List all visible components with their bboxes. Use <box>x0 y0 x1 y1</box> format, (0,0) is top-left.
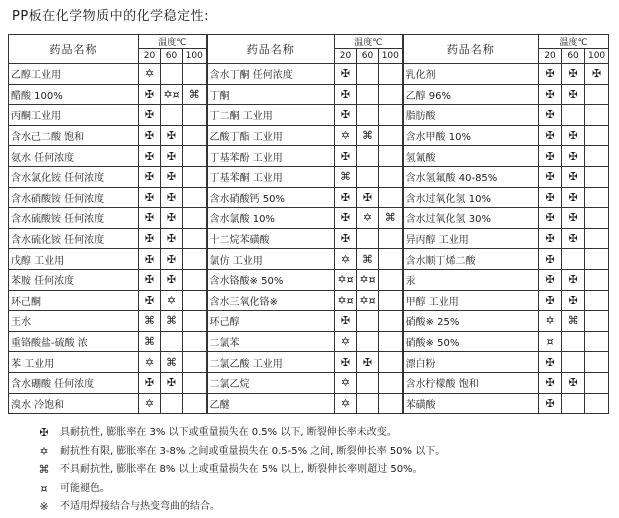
chemical-name: 含水三氧化铬※ <box>207 290 335 311</box>
chemical-name: 硝酸※ 50% <box>403 331 539 352</box>
resistance-rating-100c <box>585 228 609 249</box>
resistance-rating-100c <box>585 208 609 229</box>
chemical-name: 漂白粉 <box>403 352 539 373</box>
legend-text: 耐抗性有限, 膨胀率在 3-8% 之间或重量损失在 0.5-5% 之间, 断裂伸长率 50% 以下。 <box>60 445 446 457</box>
page-title: PP板在化学物质中的化学稳定性: <box>12 9 210 24</box>
legend-item <box>34 498 445 517</box>
resistance-rating-100c <box>379 393 403 414</box>
resistance-rating-100c <box>379 331 403 352</box>
legend-text: 不适用焊接结合与热变弯曲的结合。 <box>60 501 220 512</box>
table-row <box>9 249 609 270</box>
chemical-name: 含水甲酸 10% <box>403 125 539 146</box>
legend-symbol-icon: ¤ <box>40 481 48 495</box>
resistance-rating-100c <box>379 352 403 373</box>
resistance-rating-100c <box>379 84 403 105</box>
header-temp-20: 20 <box>539 49 562 64</box>
legend-text: 具耐抗性, 膨胀率在 3% 以下或重量损失在 0.5% 以下, 断裂伸长率未改变。 <box>60 427 397 438</box>
chemical-name: 溴水 冷饱和 <box>9 393 139 414</box>
chemical-name: 异丙醇 工业用 <box>403 228 539 249</box>
resistance-rating-60c: ✡¤ <box>161 84 183 105</box>
resistance-rating-100c <box>585 166 609 187</box>
resistance-rating-20c: ⌘ <box>139 331 161 352</box>
resistance-rating-60c: ✠ <box>161 249 183 270</box>
chemical-resistance-table <box>8 34 609 414</box>
resistance-rating-100c <box>183 166 207 187</box>
chemical-name: 丁酮 <box>207 84 335 105</box>
resistance-rating-20c: ✠ <box>335 208 357 229</box>
header-temperature-3: 温度℃ <box>539 35 609 49</box>
resistance-rating-60c: ✠ <box>161 372 183 393</box>
resistance-rating-20c: ✠ <box>335 311 357 332</box>
resistance-rating-100c <box>183 187 207 208</box>
resistance-rating-20c: ✠ <box>335 187 357 208</box>
resistance-rating-20c: ✠ <box>539 166 562 187</box>
header-drug-name-1: 药品名称 <box>9 35 139 64</box>
resistance-rating-100c <box>379 290 403 311</box>
chemical-name: 苯 工业用 <box>9 352 139 373</box>
chemical-name: 二氯乙酸 工业用 <box>207 352 335 373</box>
chemical-name: 二氯苯 <box>207 331 335 352</box>
resistance-rating-100c: ⌘ <box>183 84 207 105</box>
resistance-rating-60c: ✠ <box>562 372 585 393</box>
resistance-rating-60c: ✠ <box>562 208 585 229</box>
resistance-rating-20c: ✡ <box>139 393 161 414</box>
header-temp-100: 100 <box>379 49 403 64</box>
resistance-rating-20c: ✠ <box>539 187 562 208</box>
resistance-rating-60c: ✠ <box>562 125 585 146</box>
resistance-rating-20c: ⌘ <box>335 166 357 187</box>
resistance-rating-20c: ✠ <box>539 269 562 290</box>
resistance-rating-20c: ✡ <box>139 352 161 373</box>
resistance-rating-20c: ✠ <box>139 208 161 229</box>
chemical-name: 二氯乙烷 <box>207 372 335 393</box>
resistance-rating-100c <box>183 393 207 414</box>
resistance-rating-60c: ✠ <box>562 290 585 311</box>
resistance-rating-60c: ✡ <box>161 290 183 311</box>
chemical-name: 十二烷苯磺酸 <box>207 228 335 249</box>
table-row <box>9 105 609 126</box>
resistance-rating-60c <box>357 84 379 105</box>
resistance-rating-20c: ✠ <box>139 249 161 270</box>
resistance-rating-100c <box>585 105 609 126</box>
resistance-rating-60c <box>357 228 379 249</box>
resistance-rating-60c <box>357 372 379 393</box>
resistance-rating-100c <box>183 352 207 373</box>
resistance-rating-100c <box>379 64 403 85</box>
resistance-rating-100c: ✠ <box>585 64 609 85</box>
resistance-rating-20c: ✠ <box>139 146 161 167</box>
table-row <box>9 187 609 208</box>
resistance-rating-100c <box>379 187 403 208</box>
chemical-name: 含水丁酮 任何浓度 <box>207 64 335 85</box>
resistance-rating-60c: ✠ <box>562 187 585 208</box>
resistance-rating-60c: ✠ <box>562 146 585 167</box>
resistance-rating-60c <box>357 393 379 414</box>
resistance-rating-100c <box>183 208 207 229</box>
resistance-rating-60c <box>562 393 585 414</box>
resistance-rating-20c: ✠ <box>539 84 562 105</box>
header-temp-100: 100 <box>585 49 609 64</box>
table-row <box>9 393 609 414</box>
resistance-rating-60c <box>357 166 379 187</box>
resistance-rating-100c <box>183 249 207 270</box>
resistance-rating-60c: ⌘ <box>562 311 585 332</box>
resistance-rating-60c: ✠ <box>161 228 183 249</box>
resistance-rating-20c: ✠ <box>539 64 562 85</box>
resistance-rating-20c: ✠ <box>139 269 161 290</box>
resistance-rating-60c: ⌘ <box>161 352 183 373</box>
chemical-name: 丁基苯酚 工业用 <box>207 146 335 167</box>
resistance-rating-100c <box>585 125 609 146</box>
resistance-rating-100c <box>585 269 609 290</box>
legend-symbol-icon: ✠ <box>39 426 49 439</box>
resistance-rating-20c: ✠ <box>139 187 161 208</box>
table-row <box>9 228 609 249</box>
resistance-rating-20c: ¤ <box>539 331 562 352</box>
resistance-rating-20c: ✠ <box>539 249 562 270</box>
chemical-name: 氢氰酸 <box>403 146 539 167</box>
resistance-rating-60c <box>357 105 379 126</box>
resistance-rating-20c: ✠ <box>539 208 562 229</box>
chemical-name: 苯胺 任何浓度 <box>9 269 139 290</box>
chemical-name: 重铬酸盐-硫酸 浓 <box>9 331 139 352</box>
chemical-name: 氯仿 工业用 <box>207 249 335 270</box>
table-row <box>9 125 609 146</box>
resistance-rating-100c <box>585 146 609 167</box>
resistance-rating-60c: ✡¤ <box>357 290 379 311</box>
header-drug-name-2: 药品名称 <box>207 35 335 64</box>
resistance-rating-20c: ✡ <box>335 393 357 414</box>
chemical-name: 汞 <box>403 269 539 290</box>
resistance-rating-100c <box>379 105 403 126</box>
resistance-rating-20c: ✡ <box>539 311 562 332</box>
table-row <box>9 372 609 393</box>
header-temp-60: 60 <box>357 49 379 64</box>
resistance-rating-60c <box>161 64 183 85</box>
legend-item <box>34 424 445 443</box>
chemical-name: 含水铬酸※ 50% <box>207 269 335 290</box>
chemical-name: 丁二酮 工业用 <box>207 105 335 126</box>
resistance-rating-60c <box>357 146 379 167</box>
resistance-rating-100c <box>585 393 609 414</box>
chemical-name: 硝酸※ 25% <box>403 311 539 332</box>
chemical-name: 含水硝酸铵 任何浓度 <box>9 187 139 208</box>
resistance-rating-60c: ✠ <box>562 84 585 105</box>
resistance-rating-60c: ✠ <box>562 269 585 290</box>
resistance-rating-100c <box>183 105 207 126</box>
resistance-rating-20c: ✠ <box>539 146 562 167</box>
resistance-rating-20c: ✠ <box>139 166 161 187</box>
header-temp-20: 20 <box>335 49 357 64</box>
resistance-rating-20c: ✠ <box>539 372 562 393</box>
chemical-name: 氨水 任何浓度 <box>9 146 139 167</box>
resistance-rating-60c <box>161 393 183 414</box>
resistance-rating-60c <box>357 64 379 85</box>
resistance-rating-20c: ✠ <box>139 84 161 105</box>
resistance-rating-20c: ✠ <box>335 352 357 373</box>
legend-symbol-icon: ⌘ <box>38 463 50 476</box>
resistance-rating-20c: ✡ <box>335 125 357 146</box>
resistance-rating-20c: ✠ <box>139 290 161 311</box>
chemical-name: 环己醇 <box>207 311 335 332</box>
legend-text: 可能褪色。 <box>60 482 110 494</box>
resistance-rating-20c: ✠ <box>539 228 562 249</box>
resistance-rating-20c: ✠ <box>335 64 357 85</box>
chemical-name: 乙醇 96% <box>403 84 539 105</box>
resistance-rating-100c <box>379 146 403 167</box>
resistance-rating-100c <box>585 372 609 393</box>
resistance-rating-100c <box>183 146 207 167</box>
resistance-rating-20c: ✠ <box>335 105 357 126</box>
resistance-rating-100c <box>183 372 207 393</box>
chemical-name: 甲醇 工业用 <box>403 290 539 311</box>
chemical-name: 戊醇 工业用 <box>9 249 139 270</box>
resistance-rating-100c <box>379 311 403 332</box>
resistance-rating-100c <box>183 125 207 146</box>
chemical-name: 丁基苯酮 工业用 <box>207 166 335 187</box>
resistance-rating-20c: ✠ <box>539 352 562 373</box>
legend <box>34 424 445 517</box>
resistance-rating-60c <box>161 105 183 126</box>
resistance-rating-20c: ✠ <box>139 105 161 126</box>
chemical-name: 含水硼酸 任何浓度 <box>9 372 139 393</box>
resistance-rating-100c <box>379 125 403 146</box>
resistance-rating-100c <box>379 166 403 187</box>
legend-item <box>34 461 445 480</box>
resistance-rating-20c: ✠ <box>335 146 357 167</box>
chemical-name: 脂肪酸 <box>403 105 539 126</box>
chemical-name: 含水顺丁烯二酸 <box>403 249 539 270</box>
resistance-rating-20c: ✡ <box>335 249 357 270</box>
resistance-rating-100c <box>585 187 609 208</box>
chemical-name: 王水 <box>9 311 139 332</box>
table-row <box>9 331 609 352</box>
chemical-name: 乳化剂 <box>403 64 539 85</box>
header-temp-60: 60 <box>562 49 585 64</box>
resistance-rating-20c: ✠ <box>139 372 161 393</box>
resistance-rating-20c: ✡ <box>335 372 357 393</box>
resistance-rating-60c: ✠ <box>161 269 183 290</box>
resistance-rating-60c <box>161 331 183 352</box>
resistance-rating-60c <box>357 331 379 352</box>
resistance-rating-60c: ✠ <box>161 125 183 146</box>
header-temp-60: 60 <box>161 49 183 64</box>
chemical-name: 含水硝酸钙 50% <box>207 187 335 208</box>
resistance-rating-100c: ⌘ <box>379 208 403 229</box>
resistance-rating-60c: ✠ <box>161 166 183 187</box>
legend-item <box>34 443 445 462</box>
resistance-rating-20c: ✠ <box>539 125 562 146</box>
resistance-rating-60c: ✡¤ <box>357 269 379 290</box>
resistance-rating-20c: ✠ <box>539 105 562 126</box>
resistance-rating-20c: ✠ <box>335 84 357 105</box>
resistance-rating-100c <box>183 311 207 332</box>
chemical-name: 含水氢氟酸 40-85% <box>403 166 539 187</box>
header-temp-100: 100 <box>183 49 207 64</box>
resistance-rating-100c <box>585 290 609 311</box>
chemical-name: 含水氯化铵 任何浓度 <box>9 166 139 187</box>
chemical-name: 含水氯酸 10% <box>207 208 335 229</box>
resistance-rating-20c: ✠ <box>539 393 562 414</box>
legend-item <box>34 480 445 499</box>
chemical-name: 含水过氧化氢 10% <box>403 187 539 208</box>
resistance-rating-60c: ✠ <box>161 208 183 229</box>
table-row <box>9 208 609 229</box>
chemical-name: 乙酸丁酯 工业用 <box>207 125 335 146</box>
table-row <box>9 146 609 167</box>
resistance-rating-100c <box>183 290 207 311</box>
resistance-rating-20c: ✠ <box>539 290 562 311</box>
resistance-rating-60c: ⌘ <box>357 249 379 270</box>
resistance-rating-20c: ✡¤ <box>335 290 357 311</box>
chemical-name: 乙醇工业用 <box>9 64 139 85</box>
chemical-name: 环己酮 <box>9 290 139 311</box>
resistance-rating-60c: ✠ <box>562 228 585 249</box>
chemical-name: 醋酸 100% <box>9 84 139 105</box>
resistance-rating-20c: ✡¤ <box>335 269 357 290</box>
resistance-rating-60c <box>562 352 585 373</box>
table-row <box>9 84 609 105</box>
resistance-rating-60c: ✠ <box>357 187 379 208</box>
resistance-rating-100c <box>183 64 207 85</box>
legend-symbol-icon: ※ <box>39 500 49 513</box>
resistance-rating-60c: ⌘ <box>357 125 379 146</box>
resistance-rating-60c: ✠ <box>357 352 379 373</box>
table-row <box>9 352 609 373</box>
table-row <box>9 64 609 85</box>
resistance-rating-100c <box>585 331 609 352</box>
chemical-name: 含水己二酸 饱和 <box>9 125 139 146</box>
table-row <box>9 166 609 187</box>
resistance-rating-20c: ⌘ <box>139 311 161 332</box>
chemical-name: 苯磺酸 <box>403 393 539 414</box>
table-row <box>9 311 609 332</box>
resistance-rating-20c: ✠ <box>139 125 161 146</box>
resistance-rating-60c <box>562 105 585 126</box>
resistance-rating-100c <box>183 331 207 352</box>
chemical-name: 含水过氧化氢 30% <box>403 208 539 229</box>
resistance-rating-100c <box>585 249 609 270</box>
header-temperature-2: 温度℃ <box>335 35 403 49</box>
resistance-rating-100c <box>379 372 403 393</box>
chemical-name: 乙醚 <box>207 393 335 414</box>
resistance-rating-100c <box>585 84 609 105</box>
resistance-rating-60c <box>357 311 379 332</box>
resistance-rating-100c <box>379 228 403 249</box>
resistance-rating-100c <box>183 228 207 249</box>
resistance-rating-100c <box>585 352 609 373</box>
chemical-name: 含水硫酸铵 任何浓度 <box>9 208 139 229</box>
resistance-rating-20c: ✠ <box>139 228 161 249</box>
resistance-rating-60c: ✠ <box>161 146 183 167</box>
chemical-name: 含水硫化铵 任何浓度 <box>9 228 139 249</box>
resistance-rating-60c: ✠ <box>161 187 183 208</box>
chemical-name: 含水柠檬酸 饱和 <box>403 372 539 393</box>
resistance-rating-60c: ✠ <box>562 64 585 85</box>
resistance-rating-100c <box>379 269 403 290</box>
header-temp-20: 20 <box>139 49 161 64</box>
resistance-rating-20c: ✡ <box>335 331 357 352</box>
resistance-rating-60c: ✠ <box>562 166 585 187</box>
header-temperature-1: 温度℃ <box>139 35 207 49</box>
table-row <box>9 290 609 311</box>
resistance-rating-100c <box>379 249 403 270</box>
header-drug-name-3: 药品名称 <box>403 35 539 64</box>
resistance-rating-60c: ⌘ <box>161 311 183 332</box>
legend-text: 不具耐抗性, 膨胀率在 8% 以上或重量损失在 5% 以上, 断裂伸长率则超过 50%。 <box>60 464 423 475</box>
resistance-rating-20c: ✡ <box>139 64 161 85</box>
resistance-rating-100c <box>183 269 207 290</box>
legend-symbol-icon: ✡ <box>39 444 49 458</box>
resistance-rating-60c <box>562 249 585 270</box>
chemical-name: 丙酮工业用 <box>9 105 139 126</box>
resistance-rating-60c: ✡ <box>357 208 379 229</box>
resistance-rating-20c: ✠ <box>335 228 357 249</box>
table-row <box>9 269 609 290</box>
resistance-rating-100c <box>585 311 609 332</box>
resistance-rating-60c <box>562 331 585 352</box>
